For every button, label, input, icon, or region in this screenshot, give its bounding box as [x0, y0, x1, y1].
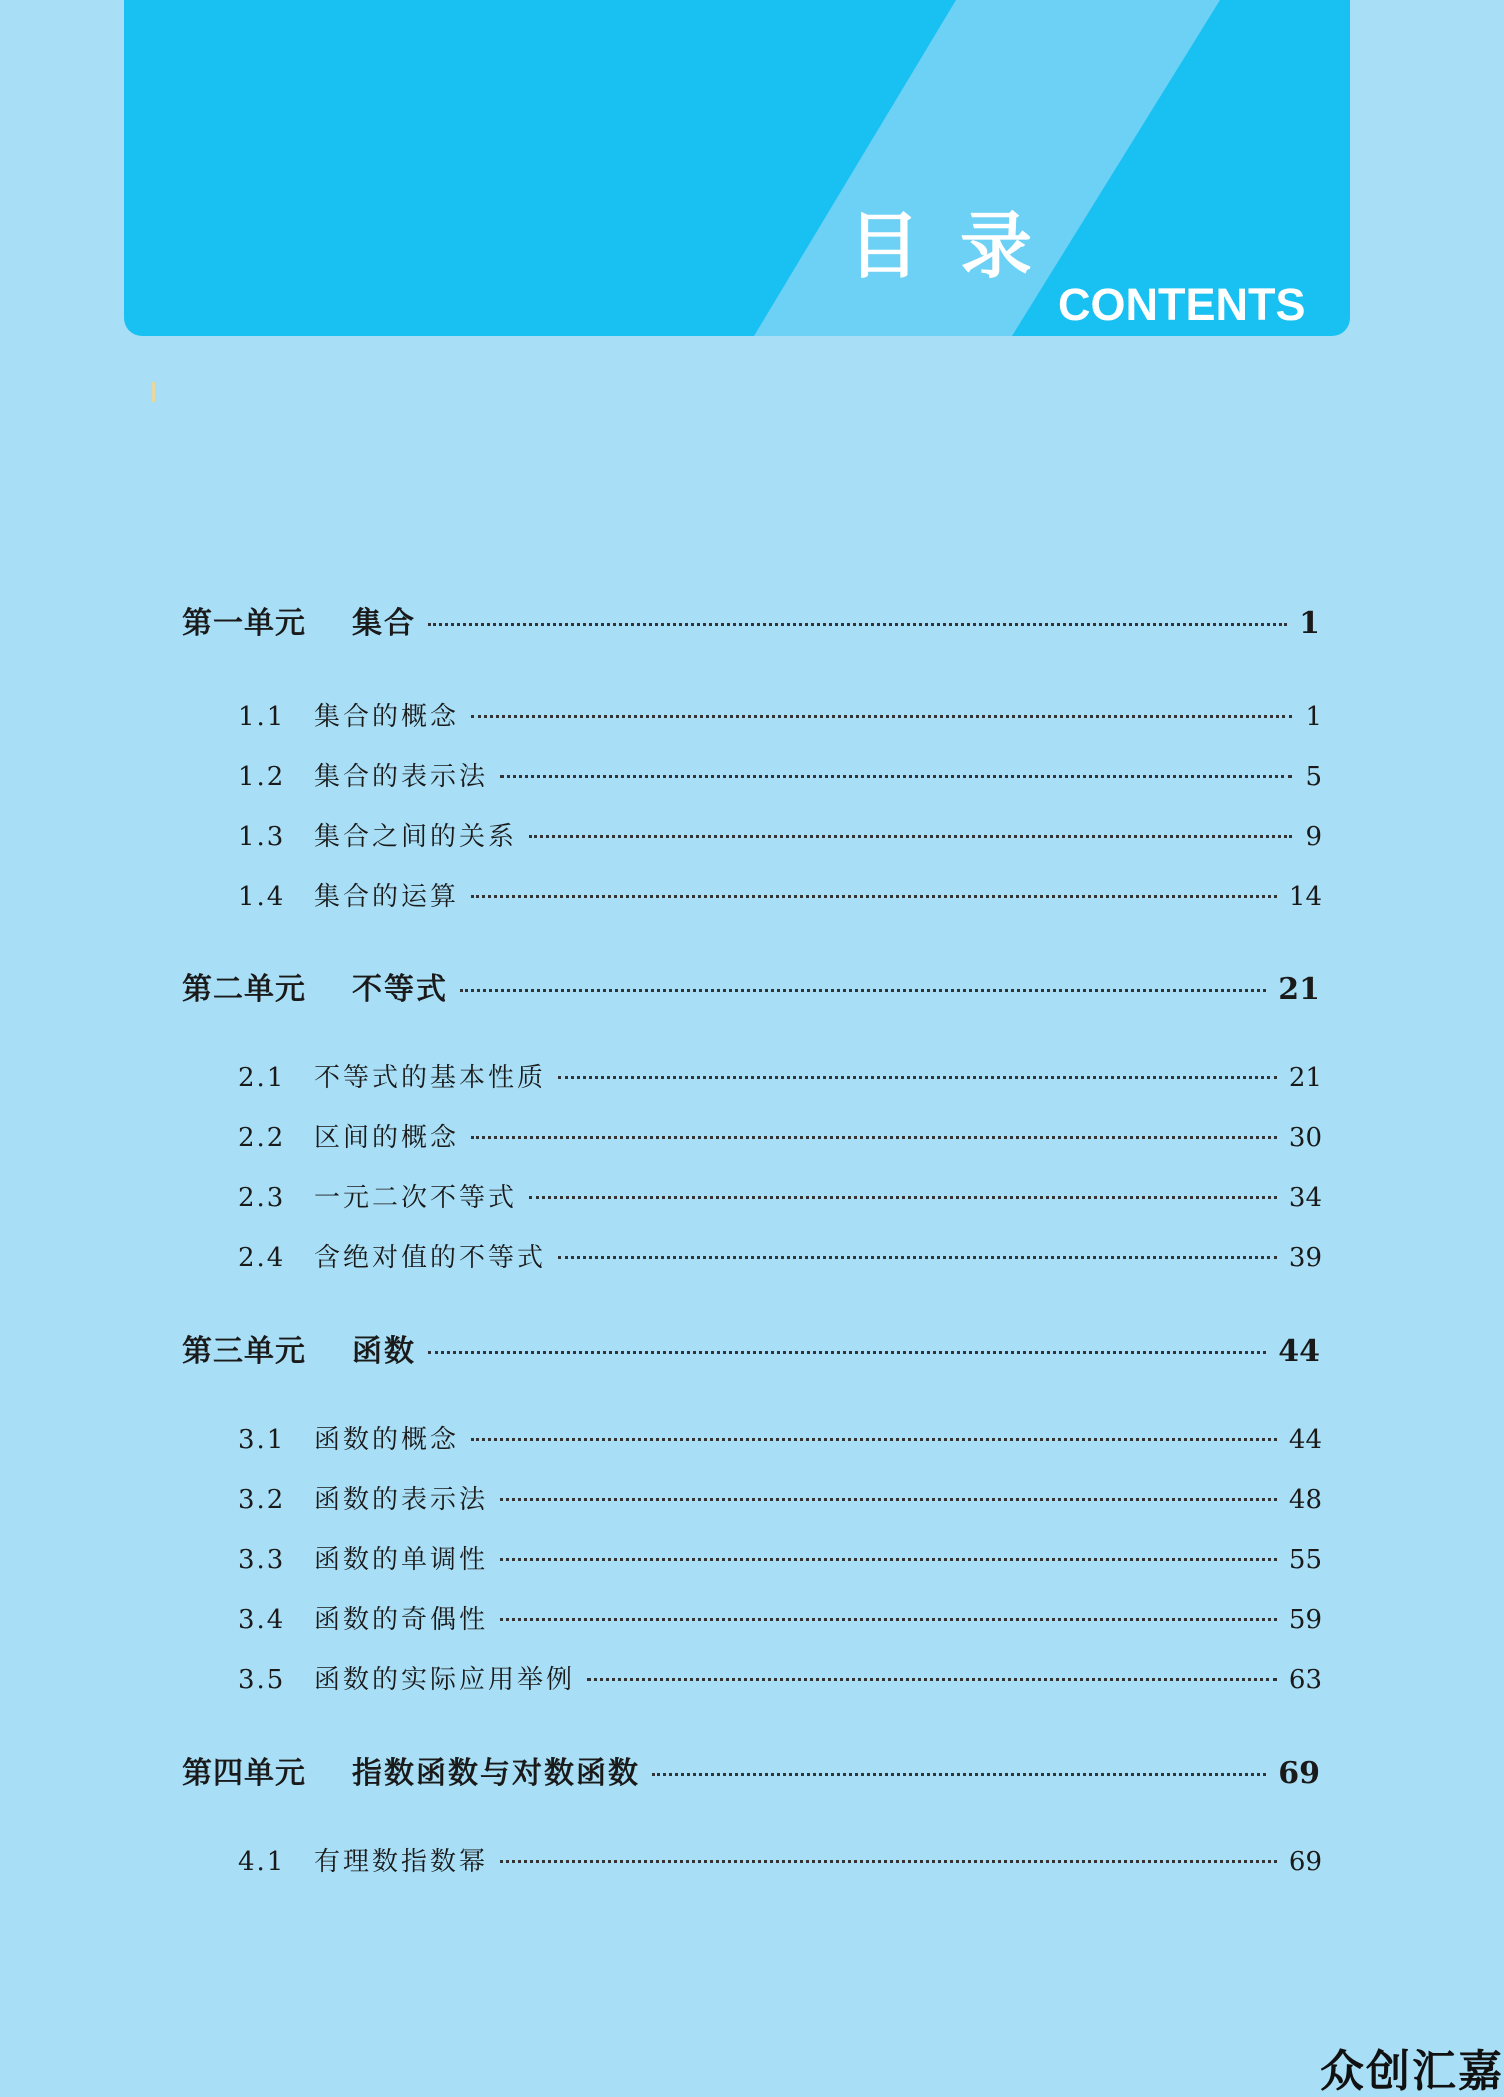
- section-title: 函数的表示法: [314, 1485, 489, 1515]
- section-number: 1.3: [238, 822, 286, 852]
- toc-section-3-5[interactable]: [238, 1659, 1322, 1696]
- page-number: 44: [1288, 1425, 1322, 1455]
- unit-title: 函数: [352, 1334, 416, 1369]
- page-number: 1: [1305, 702, 1322, 732]
- dot-leader: [471, 1136, 1277, 1139]
- section-title: 不等式的基本性质: [314, 1063, 547, 1093]
- dot-leader: [500, 775, 1292, 778]
- page-number: 21: [1288, 1063, 1322, 1093]
- page-number: 59: [1288, 1605, 1322, 1635]
- unit-title: 指数函数与对数函数: [352, 1756, 640, 1791]
- dot-leader: [471, 1438, 1277, 1441]
- section-number: 2.3: [238, 1183, 286, 1213]
- dot-leader: [558, 1256, 1277, 1259]
- toc-unit-4[interactable]: [182, 1748, 1320, 1792]
- margin-mark: [152, 382, 155, 402]
- page-number: 1: [1299, 606, 1320, 641]
- section-number: 2.4: [238, 1243, 286, 1273]
- section-number: 4.1: [238, 1847, 286, 1877]
- toc-unit-2[interactable]: [182, 964, 1320, 1008]
- section-number: 3.5: [238, 1665, 286, 1695]
- section-number: 1.2: [238, 762, 286, 792]
- page-number: 30: [1288, 1123, 1322, 1153]
- dot-leader: [529, 1196, 1277, 1199]
- section-title: 一元二次不等式: [314, 1183, 518, 1213]
- section-title: 函数的单调性: [314, 1545, 489, 1575]
- dot-leader: [500, 1498, 1277, 1501]
- toc-section-4-1[interactable]: [238, 1841, 1322, 1878]
- section-title: 集合的概念: [314, 702, 460, 732]
- page-number: 21: [1278, 972, 1320, 1007]
- page-number: 5: [1305, 762, 1322, 792]
- dot-leader: [558, 1076, 1277, 1079]
- dot-leader: [460, 989, 1266, 992]
- toc-section-3-4[interactable]: [238, 1599, 1322, 1636]
- unit-title: 不等式: [352, 972, 448, 1007]
- toc-section-1-1[interactable]: [238, 696, 1322, 733]
- contents-title-english: CONTENTS: [1058, 279, 1306, 330]
- dot-leader: [428, 1351, 1266, 1354]
- section-number: 2.2: [238, 1123, 286, 1153]
- section-number: 1.4: [238, 882, 286, 912]
- page-number: 34: [1288, 1183, 1322, 1213]
- section-number: 1.1: [238, 702, 286, 732]
- section-number: 2.1: [238, 1063, 286, 1093]
- page-number: 39: [1288, 1243, 1322, 1273]
- section-number: 3.4: [238, 1605, 286, 1635]
- toc-section-3-3[interactable]: [238, 1539, 1322, 1576]
- unit-number: 第四单元: [182, 1756, 306, 1791]
- page-number: 69: [1278, 1756, 1320, 1791]
- toc-section-2-4[interactable]: [238, 1237, 1322, 1274]
- section-title: 函数的实际应用举例: [314, 1665, 576, 1695]
- toc-section-3-2[interactable]: [238, 1479, 1322, 1516]
- section-title: 函数的概念: [314, 1425, 460, 1455]
- page-number: 48: [1288, 1485, 1322, 1515]
- section-title: 函数的奇偶性: [314, 1605, 489, 1635]
- toc-section-3-1[interactable]: [238, 1419, 1322, 1456]
- dot-leader: [500, 1860, 1277, 1863]
- toc-section-1-2[interactable]: [238, 756, 1322, 793]
- section-title: 区间的概念: [314, 1123, 460, 1153]
- page-number: 69: [1288, 1847, 1322, 1877]
- dot-leader: [500, 1618, 1277, 1621]
- section-title: 集合之间的关系: [314, 822, 518, 852]
- page-number: 44: [1278, 1334, 1320, 1369]
- dot-leader: [652, 1773, 1266, 1776]
- dot-leader: [500, 1558, 1277, 1561]
- watermark-text: 众创汇嘉: [1320, 2046, 1504, 2097]
- toc-unit-3[interactable]: [182, 1326, 1320, 1370]
- toc-section-1-4[interactable]: [238, 876, 1322, 913]
- toc-unit-1[interactable]: [182, 598, 1320, 642]
- page-number: 55: [1288, 1545, 1322, 1575]
- dot-leader: [587, 1678, 1277, 1681]
- toc-section-2-3[interactable]: [238, 1177, 1322, 1214]
- dot-leader: [471, 895, 1277, 898]
- section-number: 3.3: [238, 1545, 286, 1575]
- unit-number: 第一单元: [182, 606, 306, 641]
- page-number: 14: [1288, 882, 1322, 912]
- toc-section-2-2[interactable]: [238, 1117, 1322, 1154]
- contents-title-chinese: 目录: [848, 204, 1073, 288]
- section-number: 3.1: [238, 1425, 286, 1455]
- toc-section-2-1[interactable]: [238, 1057, 1322, 1094]
- section-title: 有理数指数幂: [314, 1847, 489, 1877]
- section-title: 集合的运算: [314, 882, 460, 912]
- dot-leader: [471, 715, 1292, 718]
- page-number: 9: [1305, 822, 1322, 852]
- unit-title: 集合: [352, 606, 416, 641]
- section-title: 含绝对值的不等式: [314, 1243, 547, 1273]
- unit-number: 第二单元: [182, 972, 306, 1007]
- unit-number: 第三单元: [182, 1334, 306, 1369]
- section-title: 集合的表示法: [314, 762, 489, 792]
- section-number: 3.2: [238, 1485, 286, 1515]
- toc-section-1-3[interactable]: [238, 816, 1322, 853]
- dot-leader: [428, 623, 1287, 626]
- page-number: 63: [1288, 1665, 1322, 1695]
- dot-leader: [529, 835, 1292, 838]
